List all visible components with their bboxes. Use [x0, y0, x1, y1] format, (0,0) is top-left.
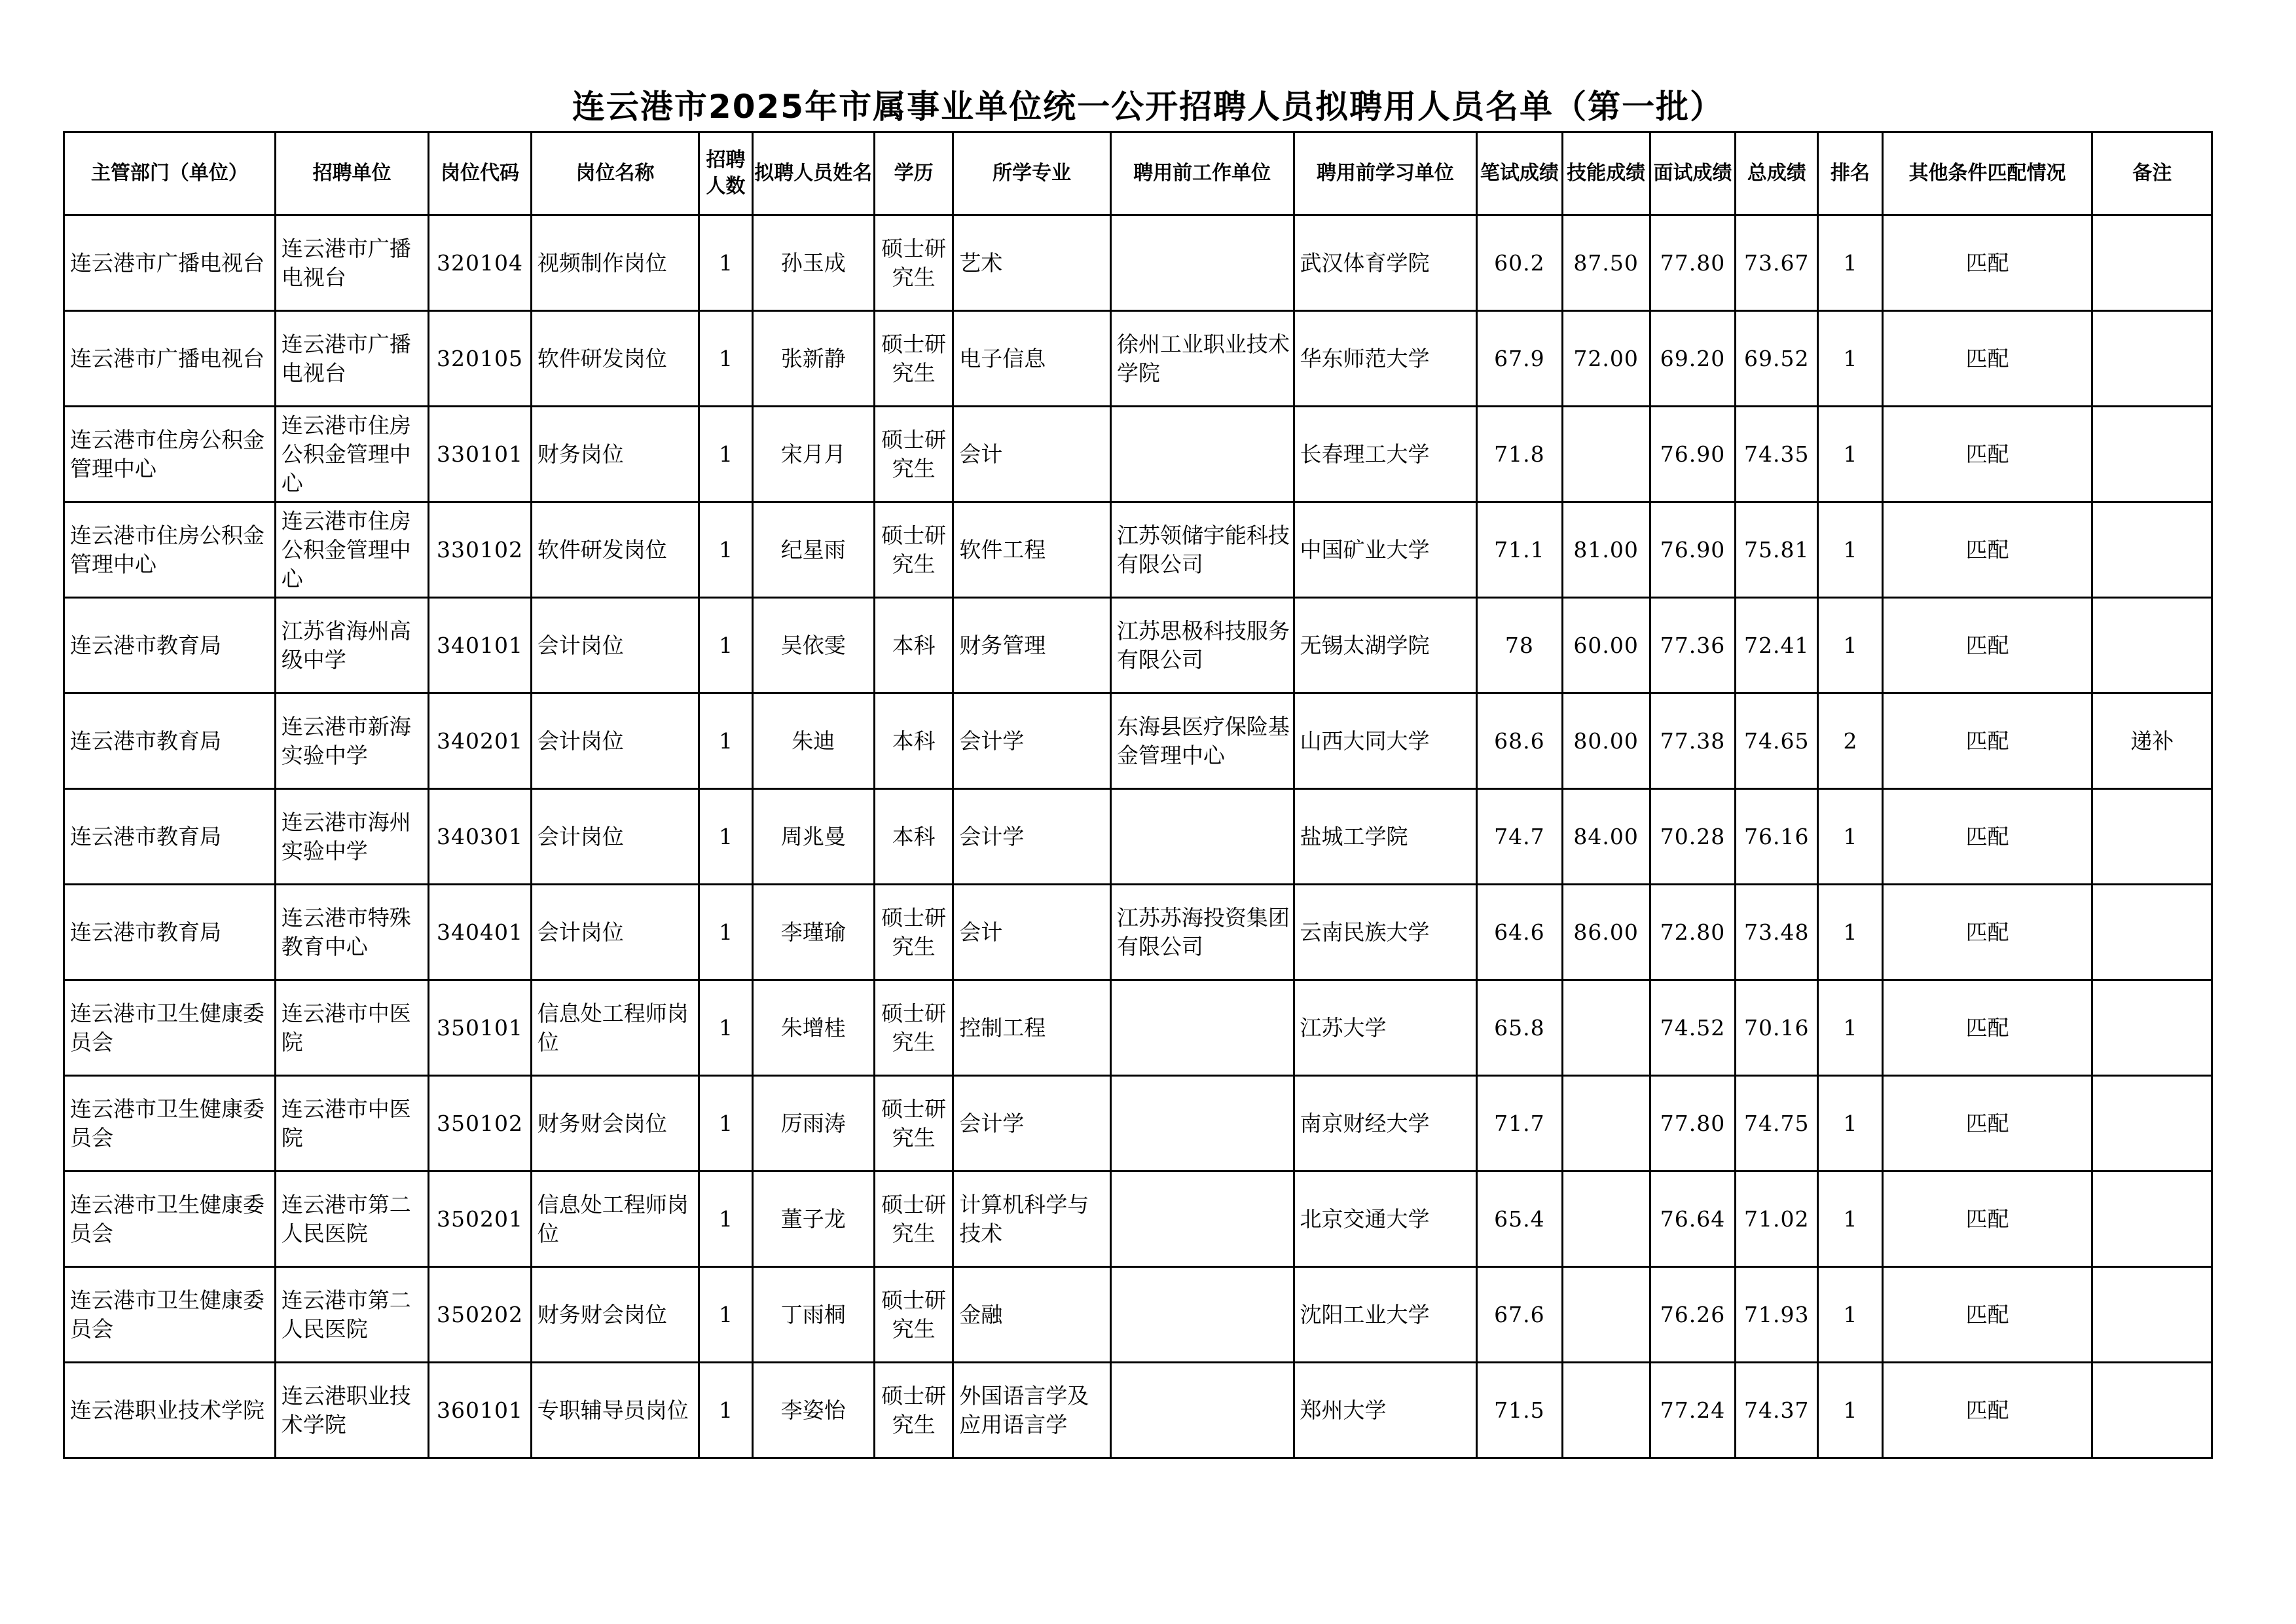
interview-score-cell: 77.80: [1650, 215, 1735, 311]
written-score-cell: 71.8: [1477, 407, 1562, 502]
header-post-code: 岗位代码: [429, 132, 531, 215]
other-conditions-cell: 匹配: [1882, 407, 2092, 502]
rank-cell: 1: [1818, 311, 1882, 407]
rank-cell: 1: [1818, 980, 1882, 1076]
quota-cell: 1: [699, 311, 752, 407]
employer-cell: 连云港市中医院: [275, 1076, 429, 1172]
post-name-cell: 会计岗位: [531, 598, 699, 693]
quota-cell: 1: [699, 215, 752, 311]
other-conditions-cell: 匹配: [1882, 598, 2092, 693]
education-cell: 硕士研究生: [874, 407, 953, 502]
employer-cell: 江苏省海州高级中学: [275, 598, 429, 693]
department-cell: 连云港市教育局: [64, 598, 276, 693]
major-cell: 艺术: [953, 215, 1111, 311]
header-employer: 招聘单位: [275, 132, 429, 215]
post-code-cell: 350102: [429, 1076, 531, 1172]
department-cell: 连云港市卫生健康委员会: [64, 980, 276, 1076]
remarks-cell: 递补: [2092, 693, 2212, 789]
table-row: [64, 598, 2212, 693]
candidate-name-cell: 吴依雯: [752, 598, 874, 693]
other-conditions-cell: 匹配: [1882, 215, 2092, 311]
post-name-cell: 软件研发岗位: [531, 311, 699, 407]
table-row: [64, 407, 2212, 502]
table-header: [64, 132, 2212, 215]
previous-work-unit-cell: [1110, 1172, 1294, 1267]
skill-score-cell: 86.00: [1562, 885, 1650, 980]
header-row: [64, 132, 2212, 215]
post-code-cell: 350101: [429, 980, 531, 1076]
interview-score-cell: 72.80: [1650, 885, 1735, 980]
interview-score-cell: 69.20: [1650, 311, 1735, 407]
post-code-cell: 360101: [429, 1363, 531, 1458]
quota-cell: 1: [699, 407, 752, 502]
table-row: [64, 693, 2212, 789]
interview-score-cell: 77.36: [1650, 598, 1735, 693]
department-cell: 连云港市教育局: [64, 789, 276, 885]
skill-score-cell: 60.00: [1562, 598, 1650, 693]
rank-cell: 1: [1818, 1267, 1882, 1363]
interview-score-cell: 76.90: [1650, 407, 1735, 502]
total-score-cell: 71.93: [1736, 1267, 1818, 1363]
post-name-cell: 视频制作岗位: [531, 215, 699, 311]
skill-score-cell: 84.00: [1562, 789, 1650, 885]
candidate-name-cell: 宋月月: [752, 407, 874, 502]
candidate-name-cell: 李瑾瑜: [752, 885, 874, 980]
header-written-score: 笔试成绩: [1477, 132, 1562, 215]
employer-cell: 连云港市广播电视台: [275, 311, 429, 407]
document-title: 连云港市2025年市属事业单位统一公开招聘人员拟聘用人员名单（第一批）: [572, 88, 1724, 126]
written-score-cell: 71.7: [1477, 1076, 1562, 1172]
post-name-cell: 信息处工程师岗位: [531, 1172, 699, 1267]
skill-score-cell: 72.00: [1562, 311, 1650, 407]
header-total-score: 总成绩: [1736, 132, 1818, 215]
education-cell: 本科: [874, 598, 953, 693]
written-score-cell: 60.2: [1477, 215, 1562, 311]
other-conditions-cell: 匹配: [1882, 1076, 2092, 1172]
major-cell: 金融: [953, 1267, 1111, 1363]
quota-cell: 1: [699, 1363, 752, 1458]
header-previous-study-unit: 聘用前学习单位: [1294, 132, 1477, 215]
employer-cell: 连云港市特殊教育中心: [275, 885, 429, 980]
department-cell: 连云港市住房公积金管理中心: [64, 502, 276, 598]
rank-cell: 1: [1818, 1076, 1882, 1172]
post-name-cell: 财务财会岗位: [531, 1267, 699, 1363]
department-cell: 连云港市广播电视台: [64, 215, 276, 311]
major-cell: 外国语言学及应用语言学: [953, 1363, 1111, 1458]
interview-score-cell: 76.90: [1650, 502, 1735, 598]
other-conditions-cell: 匹配: [1882, 789, 2092, 885]
remarks-cell: [2092, 311, 2212, 407]
total-score-cell: 72.41: [1736, 598, 1818, 693]
header-interview-score: 面试成绩: [1650, 132, 1735, 215]
major-cell: 会计学: [953, 693, 1111, 789]
written-score-cell: 78: [1477, 598, 1562, 693]
rank-cell: 1: [1818, 502, 1882, 598]
header-previous-work-unit: 聘用前工作单位: [1110, 132, 1294, 215]
skill-score-cell: 87.50: [1562, 215, 1650, 311]
rank-cell: 1: [1818, 1172, 1882, 1267]
candidate-name-cell: 厉雨涛: [752, 1076, 874, 1172]
department-cell: 连云港市住房公积金管理中心: [64, 407, 276, 502]
post-code-cell: 350202: [429, 1267, 531, 1363]
previous-work-unit-cell: [1110, 980, 1294, 1076]
post-code-cell: 340301: [429, 789, 531, 885]
written-score-cell: 65.4: [1477, 1172, 1562, 1267]
remarks-cell: [2092, 1267, 2212, 1363]
candidate-name-cell: 丁雨桐: [752, 1267, 874, 1363]
rank-cell: 1: [1818, 407, 1882, 502]
total-score-cell: 74.37: [1736, 1363, 1818, 1458]
major-cell: 财务管理: [953, 598, 1111, 693]
interview-score-cell: 77.38: [1650, 693, 1735, 789]
education-cell: 本科: [874, 693, 953, 789]
table-row: [64, 502, 2212, 598]
post-code-cell: 330101: [429, 407, 531, 502]
remarks-cell: [2092, 1076, 2212, 1172]
quota-cell: 1: [699, 1172, 752, 1267]
remarks-cell: [2092, 1172, 2212, 1267]
previous-study-unit-cell: 无锡太湖学院: [1294, 598, 1477, 693]
written-score-cell: 65.8: [1477, 980, 1562, 1076]
interview-score-cell: 74.52: [1650, 980, 1735, 1076]
education-cell: 硕士研究生: [874, 502, 953, 598]
candidate-table: [63, 131, 2213, 1459]
major-cell: 会计学: [953, 789, 1111, 885]
other-conditions-cell: 匹配: [1882, 1363, 2092, 1458]
education-cell: 硕士研究生: [874, 1267, 953, 1363]
written-score-cell: 67.6: [1477, 1267, 1562, 1363]
interview-score-cell: 76.64: [1650, 1172, 1735, 1267]
table-row: [64, 789, 2212, 885]
header-major: 所学专业: [953, 132, 1111, 215]
previous-work-unit-cell: [1110, 1363, 1294, 1458]
interview-score-cell: 76.26: [1650, 1267, 1735, 1363]
post-code-cell: 320104: [429, 215, 531, 311]
education-cell: 硕士研究生: [874, 885, 953, 980]
table-row: [64, 311, 2212, 407]
rank-cell: 2: [1818, 693, 1882, 789]
skill-score-cell: [1562, 1363, 1650, 1458]
education-cell: 硕士研究生: [874, 1172, 953, 1267]
post-code-cell: 330102: [429, 502, 531, 598]
previous-work-unit-cell: [1110, 1076, 1294, 1172]
education-cell: 硕士研究生: [874, 215, 953, 311]
header-other-conditions: 其他条件匹配情况: [1882, 132, 2092, 215]
previous-study-unit-cell: 中国矿业大学: [1294, 502, 1477, 598]
header-remarks: 备注: [2092, 132, 2212, 215]
header-department: 主管部门（单位）: [64, 132, 276, 215]
candidate-name-cell: 朱增桂: [752, 980, 874, 1076]
candidate-name-cell: 周兆曼: [752, 789, 874, 885]
table-row: [64, 885, 2212, 980]
post-name-cell: 财务岗位: [531, 407, 699, 502]
education-cell: 硕士研究生: [874, 980, 953, 1076]
rank-cell: 1: [1818, 215, 1882, 311]
other-conditions-cell: 匹配: [1882, 1267, 2092, 1363]
previous-study-unit-cell: 长春理工大学: [1294, 407, 1477, 502]
post-code-cell: 340101: [429, 598, 531, 693]
employer-cell: 连云港市中医院: [275, 980, 429, 1076]
other-conditions-cell: 匹配: [1882, 980, 2092, 1076]
interview-score-cell: 77.24: [1650, 1363, 1735, 1458]
previous-work-unit-cell: [1110, 1267, 1294, 1363]
employer-cell: 连云港市广播电视台: [275, 215, 429, 311]
quota-cell: 1: [699, 598, 752, 693]
other-conditions-cell: 匹配: [1882, 885, 2092, 980]
department-cell: 连云港市广播电视台: [64, 311, 276, 407]
skill-score-cell: [1562, 1076, 1650, 1172]
header-post-name: 岗位名称: [531, 132, 699, 215]
previous-work-unit-cell: 江苏领储宇能科技有限公司: [1110, 502, 1294, 598]
header-quota: 招聘人数: [699, 132, 752, 215]
skill-score-cell: [1562, 980, 1650, 1076]
post-code-cell: 340201: [429, 693, 531, 789]
major-cell: 软件工程: [953, 502, 1111, 598]
post-code-cell: 320105: [429, 311, 531, 407]
major-cell: 会计: [953, 407, 1111, 502]
post-name-cell: 会计岗位: [531, 885, 699, 980]
remarks-cell: [2092, 1363, 2212, 1458]
total-score-cell: 76.16: [1736, 789, 1818, 885]
table-row: [64, 1267, 2212, 1363]
skill-score-cell: [1562, 407, 1650, 502]
employer-cell: 连云港市海州实验中学: [275, 789, 429, 885]
written-score-cell: 68.6: [1477, 693, 1562, 789]
previous-study-unit-cell: 云南民族大学: [1294, 885, 1477, 980]
department-cell: 连云港市卫生健康委员会: [64, 1267, 276, 1363]
remarks-cell: [2092, 885, 2212, 980]
previous-work-unit-cell: [1110, 215, 1294, 311]
remarks-cell: [2092, 980, 2212, 1076]
major-cell: 计算机科学与技术: [953, 1172, 1111, 1267]
post-name-cell: 软件研发岗位: [531, 502, 699, 598]
major-cell: 控制工程: [953, 980, 1111, 1076]
skill-score-cell: [1562, 1172, 1650, 1267]
quota-cell: 1: [699, 1076, 752, 1172]
candidate-name-cell: 孙玉成: [752, 215, 874, 311]
table-row: [64, 215, 2212, 311]
remarks-cell: [2092, 502, 2212, 598]
written-score-cell: 71.1: [1477, 502, 1562, 598]
total-score-cell: 69.52: [1736, 311, 1818, 407]
employer-cell: 连云港职业技术学院: [275, 1363, 429, 1458]
written-score-cell: 64.6: [1477, 885, 1562, 980]
previous-work-unit-cell: 徐州工业职业技术学院: [1110, 311, 1294, 407]
skill-score-cell: [1562, 1267, 1650, 1363]
previous-work-unit-cell: [1110, 789, 1294, 885]
education-cell: 硕士研究生: [874, 1076, 953, 1172]
post-code-cell: 350201: [429, 1172, 531, 1267]
previous-study-unit-cell: 武汉体育学院: [1294, 215, 1477, 311]
post-name-cell: 专职辅导员岗位: [531, 1363, 699, 1458]
rank-cell: 1: [1818, 789, 1882, 885]
quota-cell: 1: [699, 502, 752, 598]
total-score-cell: 71.02: [1736, 1172, 1818, 1267]
rank-cell: 1: [1818, 885, 1882, 980]
employer-cell: 连云港市住房公积金管理中心: [275, 407, 429, 502]
table-row: [64, 1172, 2212, 1267]
table-row: [64, 1363, 2212, 1458]
post-name-cell: 会计岗位: [531, 693, 699, 789]
previous-study-unit-cell: 北京交通大学: [1294, 1172, 1477, 1267]
candidate-name-cell: 纪星雨: [752, 502, 874, 598]
previous-study-unit-cell: 江苏大学: [1294, 980, 1477, 1076]
total-score-cell: 75.81: [1736, 502, 1818, 598]
total-score-cell: 74.35: [1736, 407, 1818, 502]
header-skill-score: 技能成绩: [1562, 132, 1650, 215]
rank-cell: 1: [1818, 598, 1882, 693]
quota-cell: 1: [699, 789, 752, 885]
previous-study-unit-cell: 山西大同大学: [1294, 693, 1477, 789]
total-score-cell: 70.16: [1736, 980, 1818, 1076]
total-score-cell: 73.48: [1736, 885, 1818, 980]
quota-cell: 1: [699, 885, 752, 980]
quota-cell: 1: [699, 1267, 752, 1363]
remarks-cell: [2092, 789, 2212, 885]
employer-cell: 连云港市第二人民医院: [275, 1172, 429, 1267]
previous-study-unit-cell: 华东师范大学: [1294, 311, 1477, 407]
quota-cell: 1: [699, 693, 752, 789]
department-cell: 连云港市教育局: [64, 885, 276, 980]
post-name-cell: 会计岗位: [531, 789, 699, 885]
previous-work-unit-cell: [1110, 407, 1294, 502]
education-cell: 硕士研究生: [874, 1363, 953, 1458]
table-row: [64, 980, 2212, 1076]
header-rank: 排名: [1818, 132, 1882, 215]
previous-study-unit-cell: 盐城工学院: [1294, 789, 1477, 885]
remarks-cell: [2092, 598, 2212, 693]
previous-study-unit-cell: 郑州大学: [1294, 1363, 1477, 1458]
rank-cell: 1: [1818, 1363, 1882, 1458]
candidate-name-cell: 朱迪: [752, 693, 874, 789]
quota-cell: 1: [699, 980, 752, 1076]
post-name-cell: 信息处工程师岗位: [531, 980, 699, 1076]
skill-score-cell: 80.00: [1562, 693, 1650, 789]
previous-study-unit-cell: 沈阳工业大学: [1294, 1267, 1477, 1363]
other-conditions-cell: 匹配: [1882, 502, 2092, 598]
total-score-cell: 74.65: [1736, 693, 1818, 789]
remarks-cell: [2092, 407, 2212, 502]
major-cell: 电子信息: [953, 311, 1111, 407]
education-cell: 硕士研究生: [874, 311, 953, 407]
post-code-cell: 340401: [429, 885, 531, 980]
previous-study-unit-cell: 南京财经大学: [1294, 1076, 1477, 1172]
table-body: [64, 215, 2212, 1458]
candidate-name-cell: 李姿怡: [752, 1363, 874, 1458]
interview-score-cell: 70.28: [1650, 789, 1735, 885]
employer-cell: 连云港市住房公积金管理中心: [275, 502, 429, 598]
previous-work-unit-cell: 江苏苏海投资集团有限公司: [1110, 885, 1294, 980]
written-score-cell: 71.5: [1477, 1363, 1562, 1458]
major-cell: 会计学: [953, 1076, 1111, 1172]
table-row: [64, 1076, 2212, 1172]
total-score-cell: 74.75: [1736, 1076, 1818, 1172]
department-cell: 连云港市卫生健康委员会: [64, 1172, 276, 1267]
remarks-cell: [2092, 215, 2212, 311]
other-conditions-cell: 匹配: [1882, 1172, 2092, 1267]
other-conditions-cell: 匹配: [1882, 693, 2092, 789]
post-name-cell: 财务财会岗位: [531, 1076, 699, 1172]
education-cell: 本科: [874, 789, 953, 885]
candidate-name-cell: 张新静: [752, 311, 874, 407]
header-candidate-name: 拟聘人员姓名: [752, 132, 874, 215]
total-score-cell: 73.67: [1736, 215, 1818, 311]
department-cell: 连云港市卫生健康委员会: [64, 1076, 276, 1172]
written-score-cell: 74.7: [1477, 789, 1562, 885]
department-cell: 连云港市教育局: [64, 693, 276, 789]
previous-work-unit-cell: 东海县医疗保险基金管理中心: [1110, 693, 1294, 789]
major-cell: 会计: [953, 885, 1111, 980]
employer-cell: 连云港市第二人民医院: [275, 1267, 429, 1363]
header-education: 学历: [874, 132, 953, 215]
department-cell: 连云港职业技术学院: [64, 1363, 276, 1458]
interview-score-cell: 77.80: [1650, 1076, 1735, 1172]
other-conditions-cell: 匹配: [1882, 311, 2092, 407]
previous-work-unit-cell: 江苏思极科技服务有限公司: [1110, 598, 1294, 693]
employer-cell: 连云港市新海实验中学: [275, 693, 429, 789]
candidate-name-cell: 董子龙: [752, 1172, 874, 1267]
written-score-cell: 67.9: [1477, 311, 1562, 407]
skill-score-cell: 81.00: [1562, 502, 1650, 598]
